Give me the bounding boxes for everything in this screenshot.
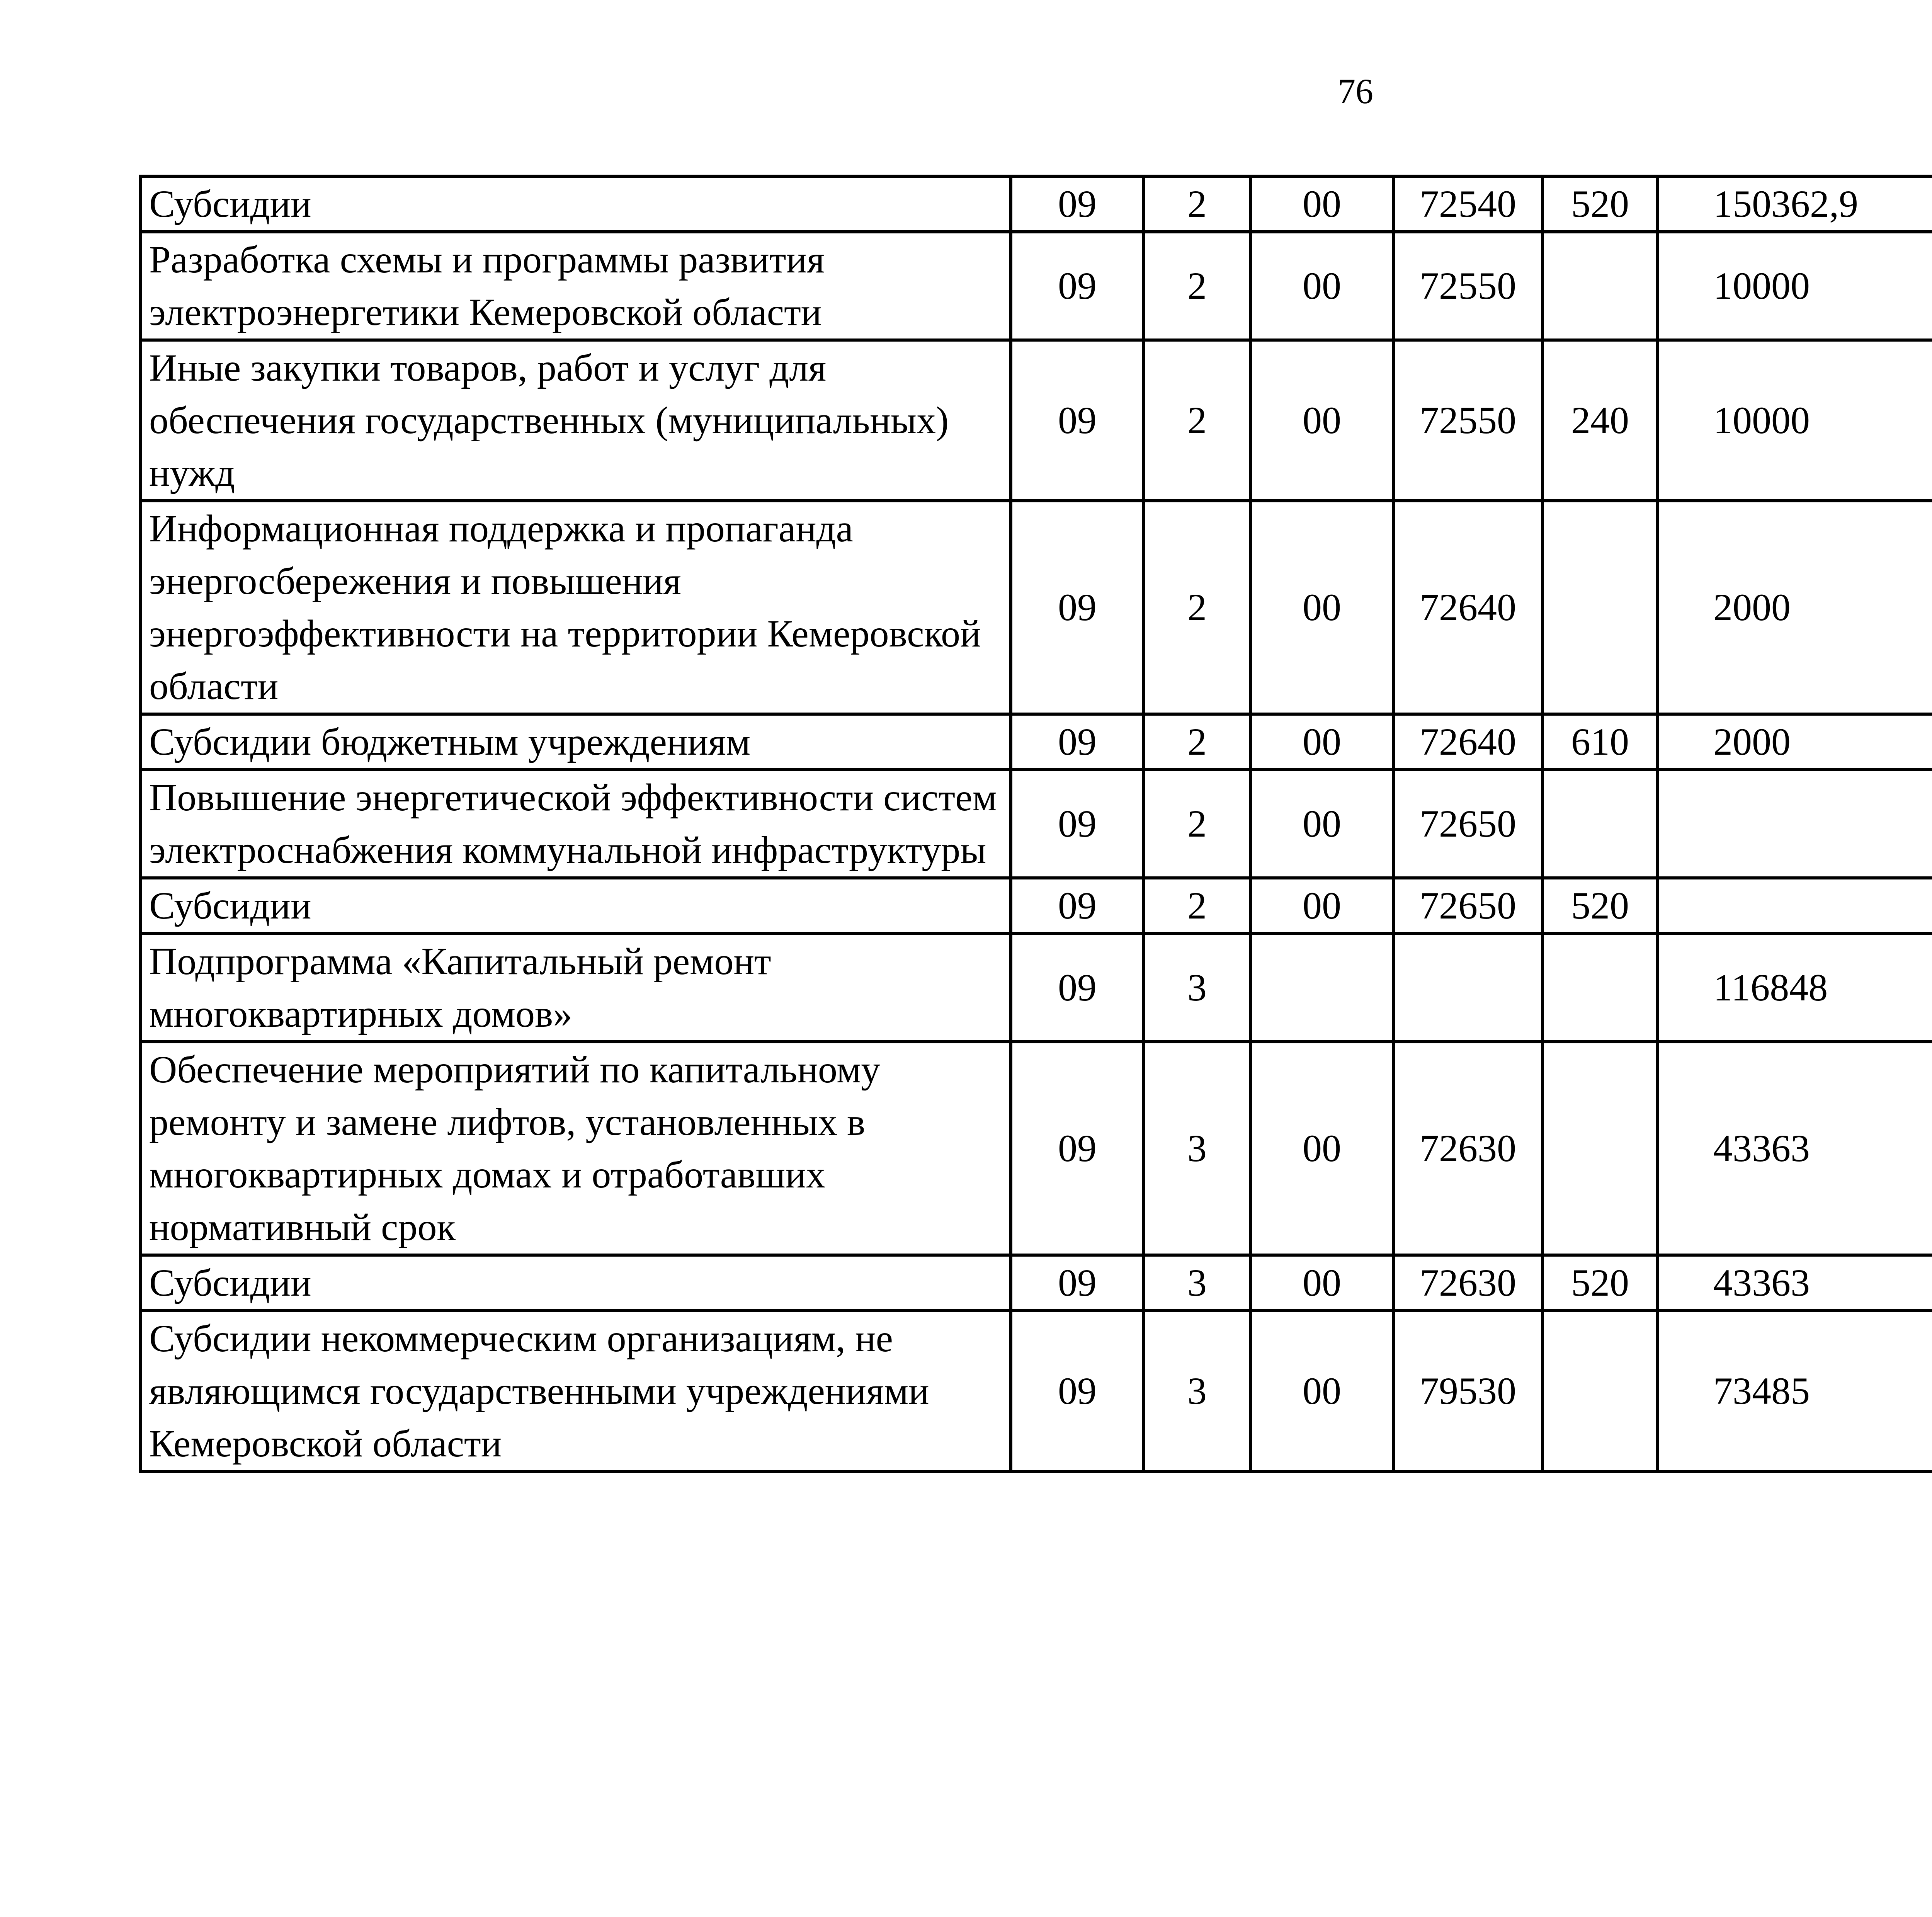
page-number: 76 [1338, 71, 1373, 111]
expense-type-code: 520 [1543, 176, 1658, 232]
program-code: 2 [1144, 770, 1250, 878]
table-row [141, 340, 1932, 501]
program-code: 2 [1144, 176, 1250, 232]
table-row [141, 714, 1932, 770]
program-code: 3 [1144, 1042, 1250, 1255]
item-code [1393, 934, 1543, 1042]
program-code: 2 [1144, 714, 1250, 770]
section-code: 09 [1011, 176, 1144, 232]
subprogram-code: 00 [1250, 340, 1393, 501]
amount-year-1: 10000 [1658, 340, 1932, 501]
expense-type-code [1543, 232, 1658, 340]
table-row [141, 1255, 1932, 1311]
row-description: Субсидии [141, 878, 1011, 934]
table-row [141, 176, 1932, 232]
item-code: 72550 [1393, 232, 1543, 340]
section-code: 09 [1011, 878, 1144, 934]
row-description: Повышение энергетической эффективности систем электроснабжения коммунальной инфраструктуры [141, 770, 1011, 878]
row-description: Субсидии некоммерческим организациям, не являющимся государственными учреждениями Кемеровской области [141, 1311, 1011, 1471]
section-code: 09 [1011, 232, 1144, 340]
expense-type-code: 520 [1543, 878, 1658, 934]
program-code: 3 [1144, 1311, 1250, 1471]
program-code: 2 [1144, 340, 1250, 501]
expense-type-code [1543, 934, 1658, 1042]
amount-year-1: 150362,9 [1658, 176, 1932, 232]
item-code: 72640 [1393, 501, 1543, 714]
amount-year-1: 2000 [1658, 714, 1932, 770]
section-code: 09 [1011, 714, 1144, 770]
section-code: 09 [1011, 1311, 1144, 1471]
amount-year-1 [1658, 878, 1932, 934]
item-code: 79530 [1393, 1311, 1543, 1471]
table-row [141, 934, 1932, 1042]
row-description: Разработка схемы и программы развития электроэнергетики Кемеровской области [141, 232, 1011, 340]
subprogram-code: 00 [1250, 1255, 1393, 1311]
row-description: Информационная поддержка и пропаганда энергосбережения и повышения энергоэффективности на территории Кемеровской области [141, 501, 1011, 714]
amount-year-1 [1658, 770, 1932, 878]
item-code: 72630 [1393, 1042, 1543, 1255]
amount-year-1: 116848 [1658, 934, 1932, 1042]
item-code: 72540 [1393, 176, 1543, 232]
row-description: Субсидии [141, 176, 1011, 232]
table-row [141, 1311, 1932, 1471]
table-row [141, 770, 1932, 878]
subprogram-code: 00 [1250, 232, 1393, 340]
table-row [141, 1042, 1932, 1255]
expense-type-code [1543, 1311, 1658, 1471]
program-code: 2 [1144, 501, 1250, 714]
expense-type-code [1543, 1042, 1658, 1255]
expense-type-code: 240 [1543, 340, 1658, 501]
item-code: 72650 [1393, 878, 1543, 934]
program-code: 3 [1144, 1255, 1250, 1311]
section-code: 09 [1011, 1255, 1144, 1311]
expense-type-code [1543, 770, 1658, 878]
section-code: 09 [1011, 1042, 1144, 1255]
row-description: Субсидии [141, 1255, 1011, 1311]
amount-year-1: 10000 [1658, 232, 1932, 340]
section-code: 09 [1011, 934, 1144, 1042]
amount-year-1: 43363 [1658, 1042, 1932, 1255]
item-code: 72640 [1393, 714, 1543, 770]
subprogram-code: 00 [1250, 1042, 1393, 1255]
row-description: Иные закупки товаров, работ и услуг для обеспечения государственных (муниципальных) нужд [141, 340, 1011, 501]
expense-type-code [1543, 501, 1658, 714]
subprogram-code: 00 [1250, 1311, 1393, 1471]
section-code: 09 [1011, 340, 1144, 501]
amount-year-1: 2000 [1658, 501, 1932, 714]
expense-type-code: 520 [1543, 1255, 1658, 1311]
row-description: Субсидии бюджетным учреждениям [141, 714, 1011, 770]
amount-year-1: 43363 [1658, 1255, 1932, 1311]
item-code: 72650 [1393, 770, 1543, 878]
expense-type-code: 610 [1543, 714, 1658, 770]
table-row [141, 232, 1932, 340]
table-body [141, 176, 1932, 1471]
section-code: 09 [1011, 501, 1144, 714]
subprogram-code: 00 [1250, 714, 1393, 770]
subprogram-code: 00 [1250, 176, 1393, 232]
table-row [141, 501, 1932, 714]
amount-year-1: 73485 [1658, 1311, 1932, 1471]
program-code: 2 [1144, 878, 1250, 934]
budget-table [139, 175, 1932, 1473]
table-row [141, 878, 1932, 934]
subprogram-code [1250, 934, 1393, 1042]
subprogram-code: 00 [1250, 501, 1393, 714]
subprogram-code: 00 [1250, 770, 1393, 878]
row-description: Обеспечение мероприятий по капитальному ремонту и замене лифтов, установленных в многоквартирных домах и отработавших нормативный срок [141, 1042, 1011, 1255]
item-code: 72630 [1393, 1255, 1543, 1311]
row-description: Подпрограмма «Капитальный ремонт многоквартирных домов» [141, 934, 1011, 1042]
program-code: 2 [1144, 232, 1250, 340]
item-code: 72550 [1393, 340, 1543, 501]
subprogram-code: 00 [1250, 878, 1393, 934]
section-code: 09 [1011, 770, 1144, 878]
program-code: 3 [1144, 934, 1250, 1042]
